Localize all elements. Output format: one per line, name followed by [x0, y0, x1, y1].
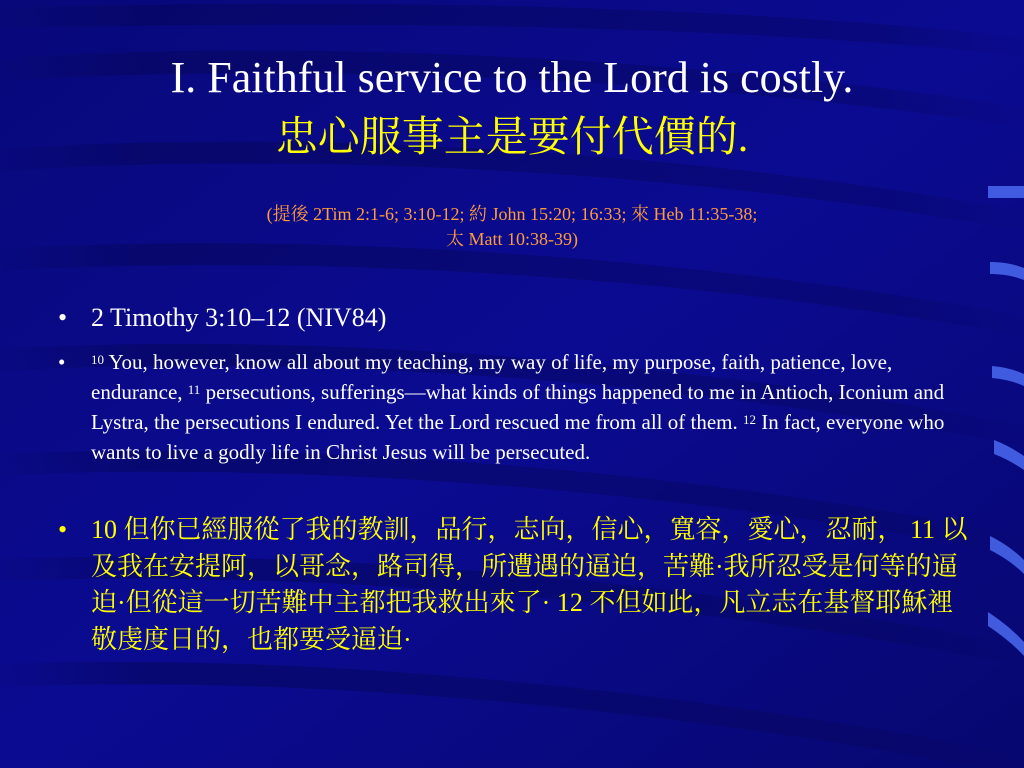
slide-title-chinese: 忠心服事主是要付代價的. [275, 115, 749, 161]
bullet-chinese-verse [58, 512, 978, 658]
english-verse-text [91, 347, 978, 467]
verse-number-12: 12 [742, 412, 756, 427]
verse-number-11: 11 [187, 382, 201, 397]
passage-heading-text: 2 Timothy 3:10–12 (NIV84) [91, 303, 387, 332]
verse-text-part-3: In fact, everyone who wants to live a godly life in Christ Jesus will be persecuted. [91, 410, 945, 464]
scripture-references [0, 202, 1024, 252]
chinese-verse-text: 10 但你已經服從了我的教訓，品行，志向，信心，寬容，愛心，忍耐， 11 以及我在安提阿，以哥念，路司得，所遭遇的逼迫，苦難·我所忍受是何等的逼迫·但從這一切苦難中主都把我救出來了· 12 不但如此，凡立志在基督耶穌裡敬虔度日的，也都要受逼迫· [91, 515, 968, 654]
bullet-english-verse [58, 347, 978, 467]
bullet-passage-heading [58, 300, 978, 336]
bullet-marker: • [58, 303, 68, 332]
slide-title-english: I. Faithful service to the Lord is costly. [170, 53, 854, 102]
verse-text-part-1: You, however, know all about my teaching, my way of life, my purpose, faith, patience, love, endurance, [91, 350, 893, 404]
references-line-1: (提後 2Tim 2:1-6; 3:10-12; 約 John 15:20; 16:33; 來 Heb 11:35-38; [266, 204, 758, 224]
verse-number-10: 10 [91, 352, 104, 367]
bullet-marker: • [58, 515, 68, 544]
bullet-marker: • [58, 350, 66, 374]
verse-text-part-2: persecutions, sufferings—what kinds of things happened to me in Antioch, Iconium and Lystra, the persecutions I endured. Yet the Lord rescued me from all of them. [91, 380, 945, 434]
references-line-2: 太 Matt 10:38-39) [446, 229, 578, 249]
